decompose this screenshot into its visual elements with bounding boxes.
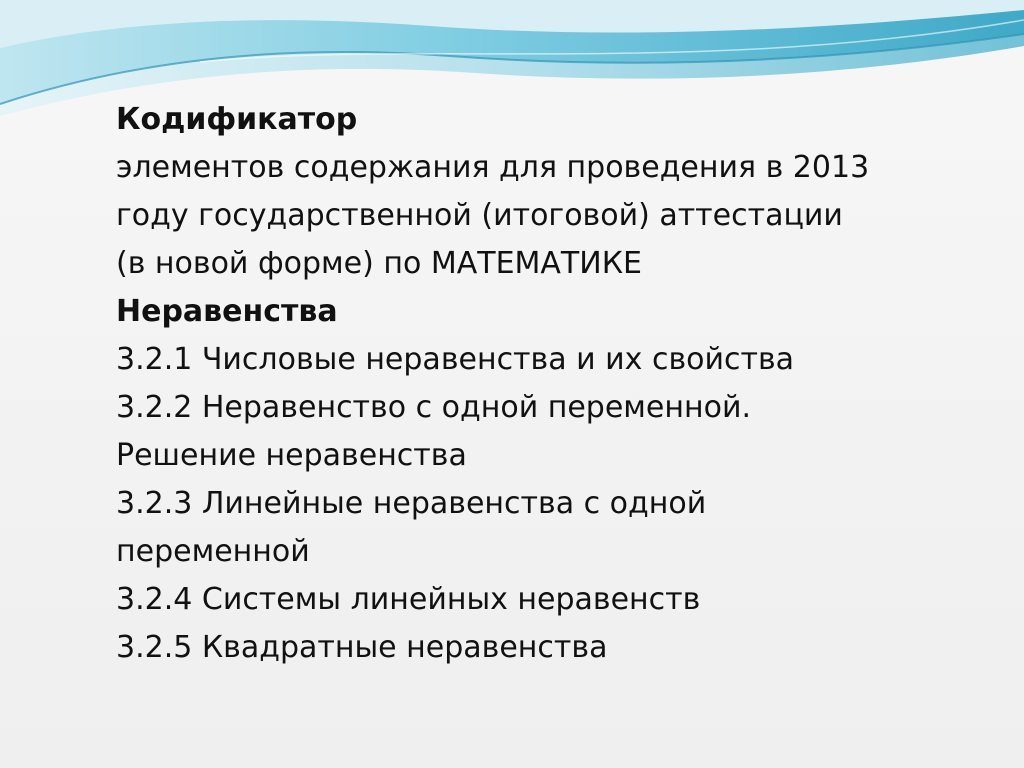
slide-content [116, 96, 976, 672]
section-heading: Неравенства [116, 294, 338, 329]
list-item: 3.2.2 Неравенство с одной переменной. [116, 390, 752, 425]
list-item: 3.2.5 Квадратные неравенства [116, 630, 608, 665]
subtitle-line-2: году государственной (итоговой) аттестации [116, 198, 843, 233]
list-item: 3.2.3 Линейные неравенства с одной [116, 486, 707, 521]
slide-title: Кодификатор [116, 102, 358, 137]
list-item: 3.2.1 Числовые неравенства и их свойства [116, 342, 795, 377]
list-item: Решение неравенства [116, 438, 467, 473]
list-item: переменной [116, 534, 310, 569]
list-item: 3.2.4 Системы линейных неравенств [116, 582, 701, 617]
subtitle-line-3: (в новой форме) по МАТЕМАТИКЕ [116, 246, 642, 281]
subtitle-line-1: элементов содержания для проведения в 2013 [116, 150, 870, 185]
